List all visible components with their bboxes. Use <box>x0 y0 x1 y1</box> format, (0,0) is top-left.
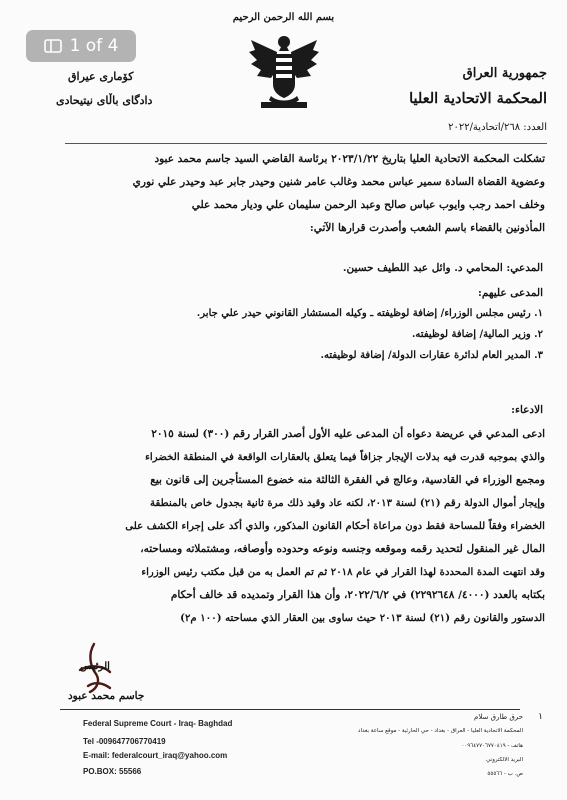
header-divider <box>65 143 547 144</box>
footer-court-en: Federal Supreme Court - Iraq- Baghdad <box>83 719 233 728</box>
footer-phone-en: Tel -009647706770419 <box>83 737 166 746</box>
signature-name: جاسم محمد عبود <box>68 690 145 702</box>
footer-pobox-en: PO.BOX: 55566 <box>83 767 142 776</box>
claim-line-8: بكتابه بالعدد (٤٠٠٠/ ٢٢٩٢٦٤٨) في ٢٠٢٢/٦/٢، وأن هذا القرار وتمديده قد خالف أحكام <box>170 589 545 601</box>
page-number: ١ <box>538 712 543 722</box>
intro-line-3: وخلف احمد رجب وايوب عباس صالح وعبد الرحمن سليمان علي وديار محمد علي <box>191 199 545 211</box>
claim-line-4: وإيجار أموال الدولة رقم (٢١) لسنة ٢٠١٣، لكنه عاد وقيد ذلك مرة ثانية بجدول خاص بالمنطقة <box>150 497 545 509</box>
claim-line-6: المال غير المنقول لتحديد رقمه وموقعه وجنسه ونوعه وحدوده وأوصافه، ومشتملاته ومساحته، <box>140 543 545 555</box>
page-counter[interactable] <box>26 30 136 62</box>
footer-ar-1: حرق طارق سلام <box>474 713 523 721</box>
intro-line-2: وعضوية القضاة السادة سمير عباس محمد وغالب عامر شنين وحيدر جابر عبد وحيدر علي نوري <box>132 176 545 188</box>
defendant-2: ٢. وزير المالية/ إضافة لوظيفته. <box>411 329 543 340</box>
claim-line-7: وقد انتهت المدة المحددة لهذا القرار في عام ٢٠١٨ ثم تم العمل به من قبل مكتب رئيس الوزراء <box>141 566 545 578</box>
header-court-name: المحكمة الاتحادية العليا <box>409 90 547 107</box>
intro-line-1: تشكلت المحكمة الاتحادية العليا بتاريخ ٢٠٢٣/١/٢٢ برئاسة القاضي السيد جاسم محمد عبود <box>154 153 545 165</box>
claim-line-2: والذي بموجبه قدرت فيه بدلات الإيجار جزافاً فيما يتعلق بالعقارات الواقعة في المنطقة الخضراء <box>145 451 545 463</box>
pages-icon <box>44 39 62 53</box>
basmala: بسم الله الرحمن الرحيم <box>232 12 335 23</box>
claim-line-5: الخضراء وفقاً للمساحة فقط دون مراعاة أحكام القانون المذكور، والذي أكد على إجراء الكشف على <box>125 520 545 532</box>
footer-email-en: E-mail: federalcourt_iraq@yahoo.com <box>83 751 228 760</box>
footer-ar-5: ص. ب - ٥٥٥٦٦ <box>487 771 523 777</box>
iraq-eagle-emblem-icon <box>247 30 321 116</box>
case-number: العدد: ٢٦٨/اتحادية/٢٠٢٢ <box>448 122 547 133</box>
footer-divider <box>60 709 520 710</box>
footer-ar-3: هاتف - ٠٠٩٦٤٧٧٠٦٧٧٠٤١٩ <box>461 743 523 749</box>
claim-line-9: الدستور والقانون رقم (٢١) لسنة ٢٠١٣ حيث ساوى بين العقار الذي مساحته (١٠٠ م٢) <box>180 612 545 624</box>
defendant-1: ١. رئيس مجلس الوزراء/ إضافة لوظيفته ـ وكيله المستشار القانوني حيدر علي جابر. <box>196 308 543 319</box>
header-ku-court: دادگای باڵای نیتیحادی <box>56 94 153 107</box>
header-ku-country: كۆماری عیراق <box>68 70 134 83</box>
header-country: جمهورية العراق <box>462 66 547 81</box>
intro-line-4: المأذونين بالقضاء باسم الشعب وأصدرت قرارها الآتي: <box>309 222 545 234</box>
page-counter-label: 1 of 4 <box>69 36 119 56</box>
footer-ar-4: البريد الالكتروني <box>486 757 523 763</box>
claim-title: الادعاء: <box>511 404 543 416</box>
defendant-3: ٣. المدير العام لدائرة عقارات الدولة/ إضافة لوظيفته. <box>320 350 543 361</box>
footer-ar-2: المحكمة الاتحادية العليا - العراق - بغداد - حي الحارثية - موقع ساعة بغداد <box>358 728 523 734</box>
defendants-title: المدعى عليهم: <box>478 287 543 299</box>
claim-line-3: ومجمع الوزراء في القادسية، وعالج في الفقرة الثالثة منه خضوع المستأجرين إلى قانون بيع <box>150 474 545 486</box>
claim-line-1: ادعى المدعي في عريضة دعواه أن المدعى عليه الأول أصدر القرار رقم (٣٠٠) لسنة ٢٠١٥ <box>151 428 545 440</box>
plaintiff: المدعي: المحامي د. وائل عبد اللطيف حسين. <box>342 262 543 274</box>
signature-title: الرئيس <box>80 661 110 672</box>
